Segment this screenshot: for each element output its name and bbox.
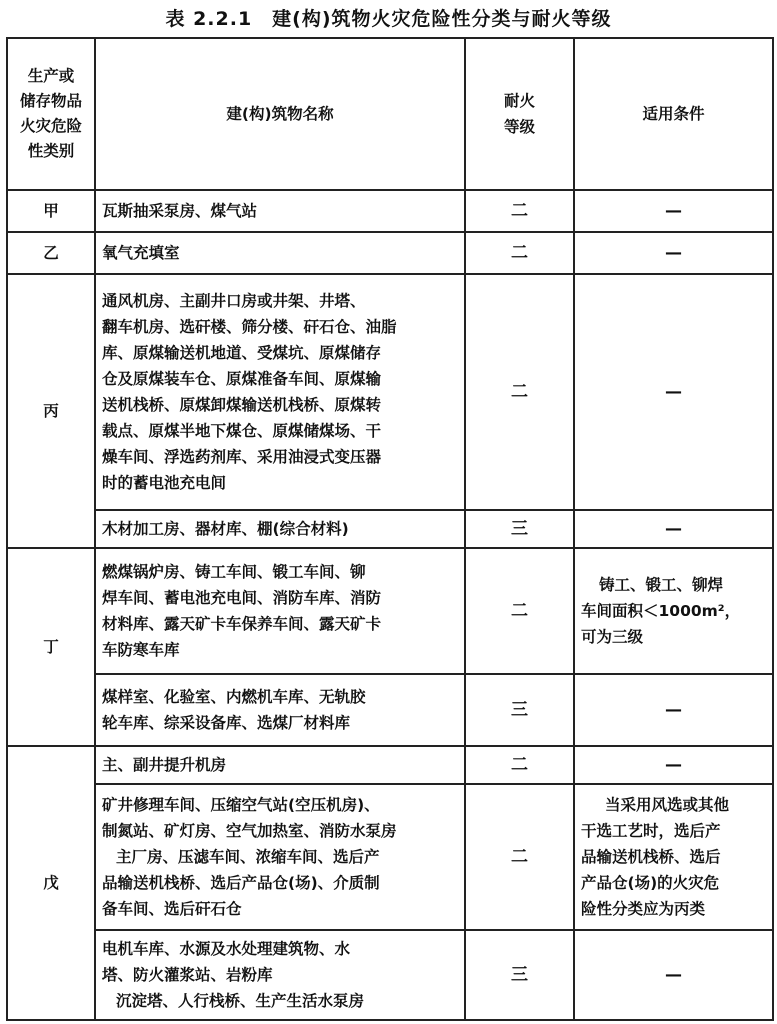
name-cell: 燃煤锅炉房、铸工车间、锻工车间、铆 焊车间、蓄电池充电间、消防车库、消防 材料库、露天矿卡车保养车间、露天矿卡 车防寒车库 (95, 548, 465, 674)
category-cell: 丙 (7, 274, 95, 548)
grade-cell: 二 (465, 784, 574, 930)
condition-cell: — (574, 274, 773, 510)
grade-cell: 二 (465, 548, 574, 674)
header-name: 建(构)筑物名称 (95, 38, 465, 190)
category-cell: 戊 (7, 746, 95, 1020)
grade-cell: 二 (465, 274, 574, 510)
condition-cell: — (574, 746, 773, 784)
name-cell: 木材加工房、器材库、棚(综合材料) (95, 510, 465, 548)
table-row (7, 548, 773, 674)
table-row (7, 674, 773, 746)
grade-cell: 三 (465, 930, 574, 1020)
grade-cell: 二 (465, 232, 574, 274)
header-row (7, 38, 773, 190)
condition-cell: 当采用风选或其他 干选工艺时，选后产 品输送机栈桥、选后 产品仓(场)的火灾危 险性分类应为丙类 (574, 784, 773, 930)
category-cell: 丁 (7, 548, 95, 746)
table-row (7, 232, 773, 274)
condition-cell: — (574, 930, 773, 1020)
name-cell: 矿井修理车间、压缩空气站(空压机房)、 制氮站、矿灯房、空气加热室、消防水泵房 主厂房、压滤车间、浓缩车间、选后产 品输送机栈桥、选后产品仓(场)、介质制 备车间、选后矸石仓 (95, 784, 465, 930)
table-row (7, 510, 773, 548)
header-grade: 耐火 等级 (465, 38, 574, 190)
header-category: 生产或 储存物品 火灾危险 性类别 (7, 38, 95, 190)
table-title: 表 2.2.1 建(构)筑物火灾危险性分类与耐火等级 (165, 8, 612, 30)
name-cell: 通风机房、主副井口房或井架、井塔、 翻车机房、选矸楼、筛分楼、矸石仓、油脂 库、原煤输送机地道、受煤坑、原煤储存 仓及原煤装车仓、原煤准备车间、原煤输 送机栈桥、原煤卸煤输送机栈桥、原煤转 载点、原煤半地下煤仓、原煤储煤场、干 燥车间、浮选药剂库、采用油浸式变压器 时的蓄电池充电间 (95, 274, 465, 510)
name-cell: 氧气充填室 (95, 232, 465, 274)
grade-cell: 三 (465, 510, 574, 548)
category-cell: 乙 (7, 232, 95, 274)
table-row (7, 274, 773, 510)
grade-cell: 三 (465, 674, 574, 746)
name-cell: 瓦斯抽采泵房、煤气站 (95, 190, 465, 232)
condition-cell: — (574, 510, 773, 548)
table-row (7, 784, 773, 930)
grade-cell: 二 (465, 746, 574, 784)
category-cell: 甲 (7, 190, 95, 232)
name-cell: 主、副井提升机房 (95, 746, 465, 784)
grade-cell: 二 (465, 190, 574, 232)
table-row (7, 746, 773, 784)
table-row (7, 930, 773, 1020)
fire-classification-table (6, 37, 774, 1021)
header-condition: 适用条件 (574, 38, 773, 190)
name-cell: 煤样室、化验室、内燃机车库、无轨胶 轮车库、综采设备库、选煤厂材料库 (95, 674, 465, 746)
condition-cell: 铸工、锻工、铆焊 车间面积＜1000m²， 可为三级 (574, 548, 773, 674)
condition-cell: — (574, 232, 773, 274)
name-cell: 电机车库、水源及水处理建筑物、水 塔、防火灌浆站、岩粉库 沉淀塔、人行栈桥、生产生活水泵房 (95, 930, 465, 1020)
condition-cell: — (574, 674, 773, 746)
table-row (7, 190, 773, 232)
condition-cell: — (574, 190, 773, 232)
